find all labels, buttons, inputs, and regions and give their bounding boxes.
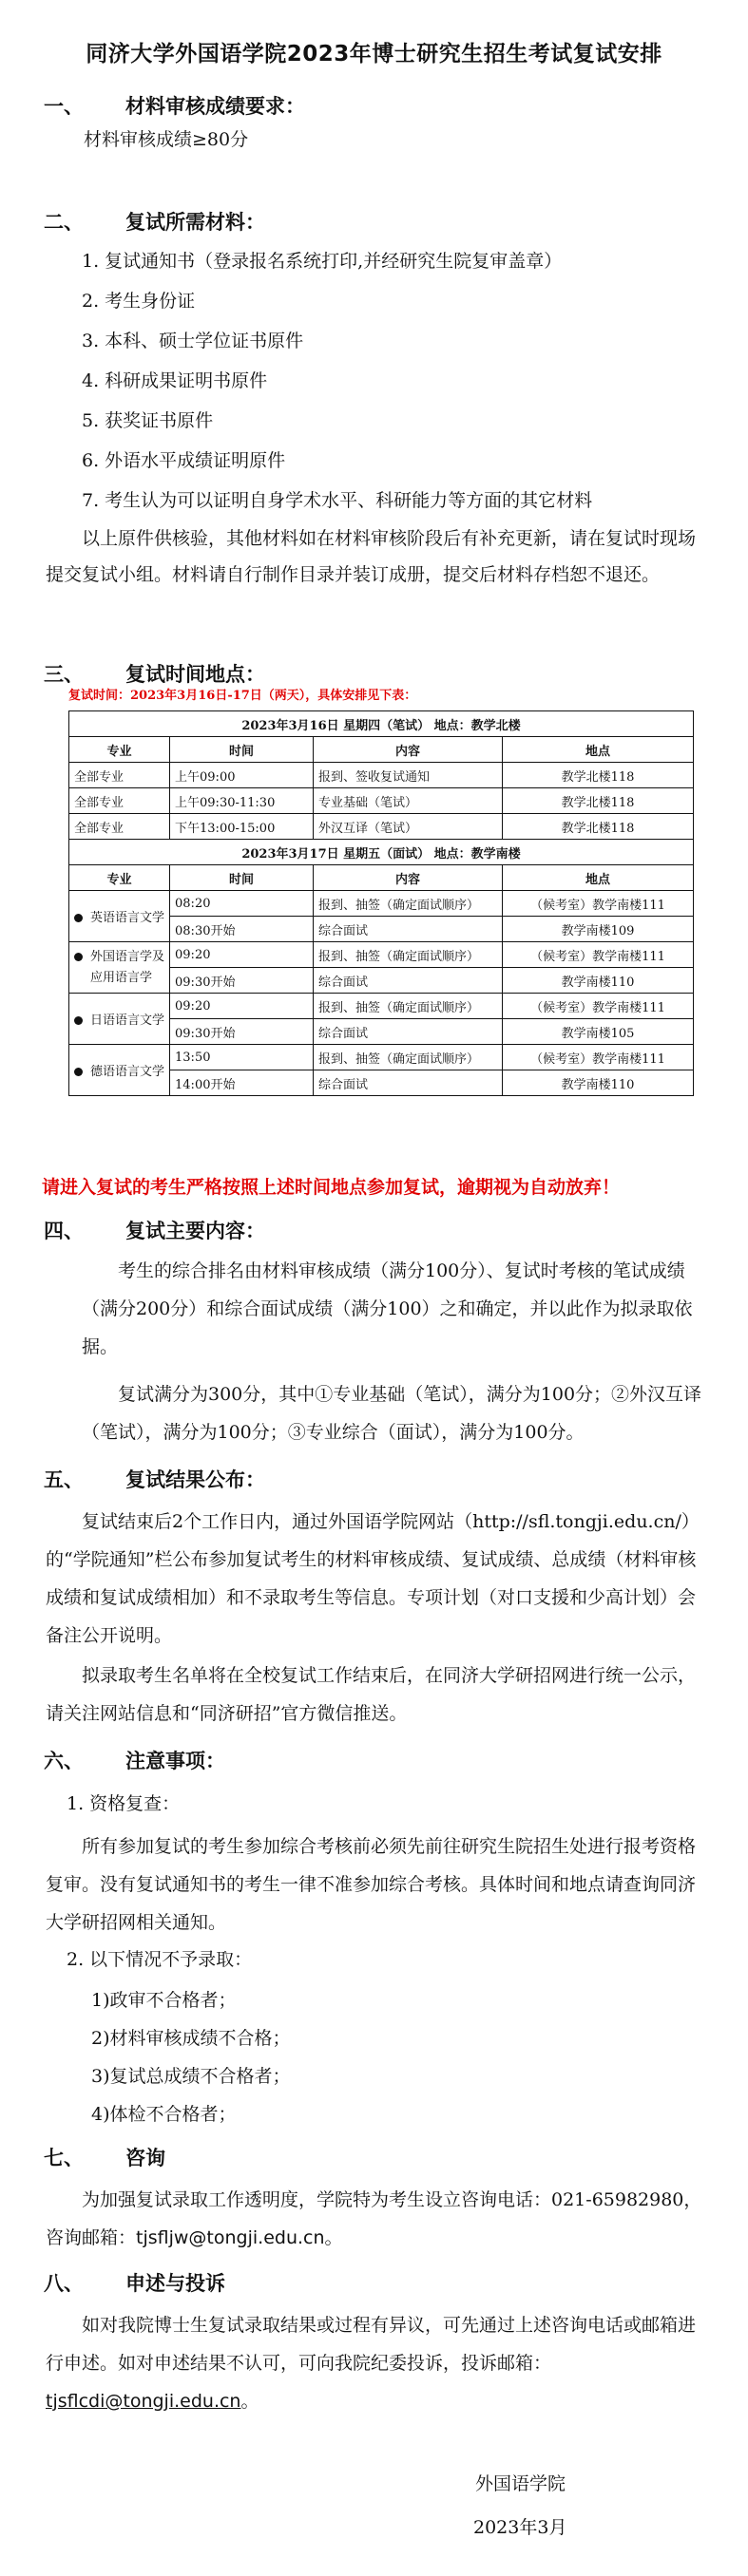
materials-list-item: 4. 科研成果证明书原件 <box>82 370 268 391</box>
table-cell: 综合面试 <box>314 968 503 994</box>
material-score-requirement: 材料审核成绩≥80分 <box>84 129 249 150</box>
table-cell: （候考室）教学南楼111 <box>503 994 694 1019</box>
bullet-icon <box>74 1016 83 1025</box>
table-cell: 报到、抽签（确定面试顺序） <box>314 994 503 1019</box>
qualification-review-paragraph: 所有参加复试的考生参加综合考核前必须先前往研究生院招生处进行报考资格复审。没有复试通知书的考生一律不准参加综合考核。具体时间和地点请查询同济大学研招网相关通知。 <box>46 1836 697 1933</box>
table-cell: 教学北楼118 <box>503 788 694 814</box>
table-cell: 专业基础（笔试） <box>314 788 503 814</box>
section-2-heading: 二、 复试所需材料： <box>44 211 265 234</box>
list-item: 2)材料审核成绩不合格； <box>91 2028 291 2049</box>
section-4-heading: 四、 复试主要内容： <box>44 1220 265 1242</box>
deadline-warning: 请进入复试的考生严格按照上述时间地点参加复试，逾期视为自动放弃！ <box>42 1177 621 1198</box>
table-cell: 全部专业 <box>69 763 170 788</box>
table-cell: 教学南楼110 <box>503 968 694 994</box>
table-row <box>69 891 694 917</box>
list-item: 3)复试总成绩不合格者； <box>91 2066 291 2087</box>
table-cell: 报到、抽签（确定面试顺序） <box>314 891 503 917</box>
table-cell: 综合面试 <box>314 1070 503 1096</box>
table-cell: 外汉互译（笔试） <box>314 814 503 840</box>
table-cell: 09:30开始 <box>170 968 314 994</box>
table-cell: 教学北楼118 <box>503 814 694 840</box>
materials-list-item: 1. 复试通知书（登录报名系统打印,并经研究生院复审盖章） <box>82 251 563 272</box>
inquiry-paragraph: 为加强复试录取工作透明度，学院特为考生设立咨询电话：021-65982980，咨询邮箱：tjsfljw@tongji.edu.cn。 <box>46 2189 702 2248</box>
table-cell: 教学南楼109 <box>503 917 694 942</box>
qualification-review-heading: 1. 资格复查： <box>67 1793 181 1814</box>
appeal-paragraph: 如对我院博士生复试录取结果或过程有异议，可先通过上述咨询电话或邮箱进行申述。如对申述结果不认可，可向我院纪委投诉，投诉邮箱：tjsflcdi@tongji.edu.cn。 <box>46 2315 697 2412</box>
table-cell: 14:00开始 <box>170 1070 314 1096</box>
table-cell: 09:30开始 <box>170 1019 314 1045</box>
major-cell: 外国语言学及 应用语言学 <box>69 942 170 994</box>
written-exam-table <box>68 710 694 1096</box>
section-7-heading: 七、 咨询 <box>44 2147 165 2169</box>
written-exam-table-title: 2023年3月16日 星期四（笔试） 地点：教学北楼 <box>69 711 694 737</box>
exam-content-paragraph: 考生的综合排名由材料审核成绩（满分100分）、复试时考核的笔试成绩（满分200分）和综合面试成绩（满分100）之和确定，并以此作为拟录取依据。 <box>82 1260 693 1357</box>
table-row <box>69 788 694 814</box>
table-header: 专业 <box>69 737 170 763</box>
table-cell: 全部专业 <box>69 788 170 814</box>
issuing-organization: 外国语学院 <box>475 2473 566 2494</box>
table-cell: 教学南楼110 <box>503 1070 694 1096</box>
list-item: 1)政审不合格者； <box>91 1990 237 2011</box>
bullet-icon <box>74 953 83 961</box>
materials-note: 以上原件供核验，其他材料如在材料审核阶段后有补充更新，请在复试时现场提交复试小组。材料请自行制作目录并装订成册，提交后材料存档恕不退还。 <box>46 528 697 585</box>
rejection-conditions-list <box>91 1981 291 2133</box>
inquiry-email-link[interactable]: tjsfljw@tongji.edu.cn <box>136 2227 325 2248</box>
interview-table-title: 2023年3月17日 星期五（面试） 地点：教学南楼 <box>69 840 694 865</box>
issue-date: 2023年3月 <box>473 2517 567 2538</box>
materials-list-item: 7. 考生认为可以证明自身学术水平、科研能力等方面的其它材料 <box>82 490 593 511</box>
list-item: 4)体检不合格者； <box>91 2104 237 2125</box>
major-cell: 英语语言文学 <box>69 891 170 942</box>
materials-list-item: 5. 获奖证书原件 <box>82 410 214 431</box>
admission-publicity-paragraph: 拟录取考生名单将在全校复试工作结束后，在同济大学研招网进行统一公示，请关注网站信息和“同济研招”官方微信推送。 <box>46 1665 697 1724</box>
section-3-heading: 三、 复试时间地点： <box>44 663 265 686</box>
section-1-heading: 一、 材料审核成绩要求： <box>44 95 305 118</box>
table-row <box>69 942 694 968</box>
bullet-icon <box>74 914 83 922</box>
table-cell: 08:20 <box>170 891 314 917</box>
table-cell: 报到、抽签（确定面试顺序） <box>314 942 503 968</box>
table-cell: 下午13:00-15:00 <box>170 814 314 840</box>
materials-list-item: 3. 本科、硕士学位证书原件 <box>82 331 304 351</box>
table-row <box>69 994 694 1019</box>
table-cell: 综合面试 <box>314 1019 503 1045</box>
table-cell: 上午09:00 <box>170 763 314 788</box>
section-8-heading: 八、 申述与投诉 <box>44 2272 225 2295</box>
materials-list-item: 2. 考生身份证 <box>82 291 196 312</box>
table-header: 时间 <box>170 737 314 763</box>
table-cell: 09:20 <box>170 994 314 1019</box>
table-cell: （候考室）教学南楼111 <box>503 942 694 968</box>
rejection-conditions-heading: 2. 以下情况不予录取： <box>67 1949 253 1970</box>
table-cell: 教学北楼118 <box>503 763 694 788</box>
table-cell: （候考室）教学南楼111 <box>503 891 694 917</box>
page-title: 同济大学外国语学院2023年博士研究生招生考试复试安排 <box>86 42 662 66</box>
table-cell: 全部专业 <box>69 814 170 840</box>
table-cell: 08:30开始 <box>170 917 314 942</box>
table-row <box>69 763 694 788</box>
table-row <box>69 1045 694 1070</box>
section-5-heading: 五、 复试结果公布： <box>44 1468 265 1491</box>
complaint-email-link[interactable]: tjsflcdi@tongji.edu.cn <box>46 2391 241 2412</box>
exam-time-line: 复试时间：2023年3月16日-17日（两天），具体安排见下表： <box>68 689 417 703</box>
table-cell: 综合面试 <box>314 917 503 942</box>
table-cell: 13:50 <box>170 1045 314 1070</box>
table-cell: 报到、抽签（确定面试顺序） <box>314 1045 503 1070</box>
table-cell: 报到、签收复试通知 <box>314 763 503 788</box>
major-cell: 德语语言文学 <box>69 1045 170 1096</box>
table-header: 地点 <box>503 737 694 763</box>
score-composition-paragraph: 复试满分为300分，其中①专业基础（笔试），满分为100分；②外汉互译（笔试），满分为100分；③专业综合（面试），满分为100分。 <box>82 1384 702 1443</box>
materials-list <box>82 241 592 521</box>
materials-list-item: 6. 外语水平成绩证明原件 <box>82 450 286 471</box>
table-header: 专业 <box>69 865 170 891</box>
table-cell: 上午09:30-11:30 <box>170 788 314 814</box>
table-header: 时间 <box>170 865 314 891</box>
table-header: 地点 <box>503 865 694 891</box>
section-6-heading: 六、 注意事项： <box>44 1750 225 1772</box>
table-row <box>69 814 694 840</box>
bullet-icon <box>74 1068 83 1076</box>
table-cell: 09:20 <box>170 942 314 968</box>
results-announcement-paragraph: 复试结束后2个工作日内，通过外国语学院网站（http://sfl.tongji.edu.cn/）的“学院通知”栏公布参加复试考生的材料审核成绩、复试成绩、总成绩（材料审核成绩和复试成绩相加）和不录取考生等信息。专项计划（对口支援和少高计划）会备注公开说明。 <box>46 1511 700 1646</box>
table-cell: （候考室）教学南楼111 <box>503 1045 694 1070</box>
table-cell: 教学南楼105 <box>503 1019 694 1045</box>
table-header: 内容 <box>314 737 503 763</box>
major-cell: 日语语言文学 <box>69 994 170 1045</box>
table-header: 内容 <box>314 865 503 891</box>
